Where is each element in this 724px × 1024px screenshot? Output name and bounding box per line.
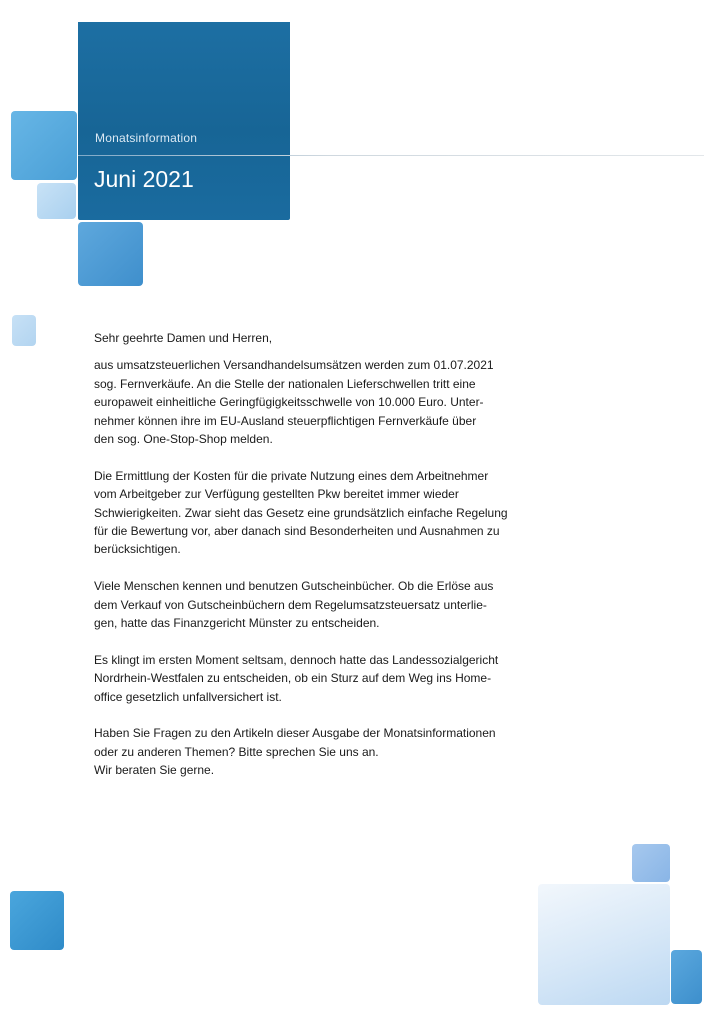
text-line: aus umsatzsteuerlichen Versandhandelsumsätzen werden zum 01.07.2021 — [94, 358, 494, 373]
decorative-square — [538, 884, 670, 1005]
paragraph — [94, 724, 514, 779]
text-line: gen, hatte das Finanzgericht Münster zu entscheiden. — [94, 616, 380, 631]
header-rule — [78, 155, 704, 156]
text-line: Wir beraten Sie gerne. — [94, 763, 215, 778]
decorative-square — [78, 222, 143, 286]
text-line: office gesetzlich unfallversichert ist. — [94, 689, 282, 704]
text-line: oder zu anderen Themen? Bitte sprechen Sie uns an. — [94, 744, 379, 759]
text-line: den sog. One-Stop-Shop melden. — [94, 432, 273, 447]
text-line: Die Ermittlung der Kosten für die private Nutzung eines dem Arbeitnehmer — [94, 468, 489, 483]
decorative-square — [10, 891, 64, 950]
decorative-square — [671, 950, 702, 1004]
text-line: Es klingt im ersten Moment seltsam, dennoch hatte das Landessozialgericht — [94, 652, 499, 667]
decorative-square — [632, 844, 670, 882]
page-title: Juni 2021 — [94, 166, 194, 192]
salutation: Sehr geehrte Damen und Herren, — [94, 331, 273, 345]
header-kicker: Monatsinformation — [95, 131, 198, 145]
text-line: europaweit einheitliche Geringfügigkeitsschwelle von 10.000 Euro. Unter- — [94, 395, 484, 410]
paragraph — [94, 577, 514, 632]
text-line: vom Arbeitgeber zur Verfügung gestellten Pkw bereitet immer wieder — [94, 487, 459, 502]
text-line: dem Verkauf von Gutscheinbüchern dem Regelumsatzsteuersatz unterlie- — [94, 597, 487, 612]
text-line: für die Bewertung vor, aber danach sind Besonderheiten und Ausnahmen zu — [94, 524, 500, 539]
text-line: berücksichtigen. — [94, 542, 181, 557]
text-line: Haben Sie Fragen zu den Artikeln dieser Ausgabe der Monatsinformationen — [94, 726, 496, 741]
paragraph — [94, 651, 514, 706]
decorative-square — [37, 183, 76, 219]
letter-body — [94, 329, 514, 798]
decorative-square — [12, 315, 36, 346]
text-line: sog. Fernverkäufe. An die Stelle der nationalen Lieferschwellen tritt eine — [94, 376, 476, 391]
text-line: nehmer können ihre im EU-Ausland steuerpflichtigen Fernverkäufe über — [94, 413, 477, 428]
text-line: Schwierigkeiten. Zwar sieht das Gesetz eine grundsätzlich einfache Regelung — [94, 505, 508, 520]
decorative-square — [11, 111, 77, 180]
text-line: Viele Menschen kennen und benutzen Gutscheinbücher. Ob die Erlöse aus — [94, 579, 494, 594]
paragraph — [94, 467, 514, 559]
paragraph — [94, 356, 514, 448]
text-line: Nordrhein-Westfalen zu entscheiden, ob ein Sturz auf dem Weg ins Home- — [94, 671, 492, 686]
